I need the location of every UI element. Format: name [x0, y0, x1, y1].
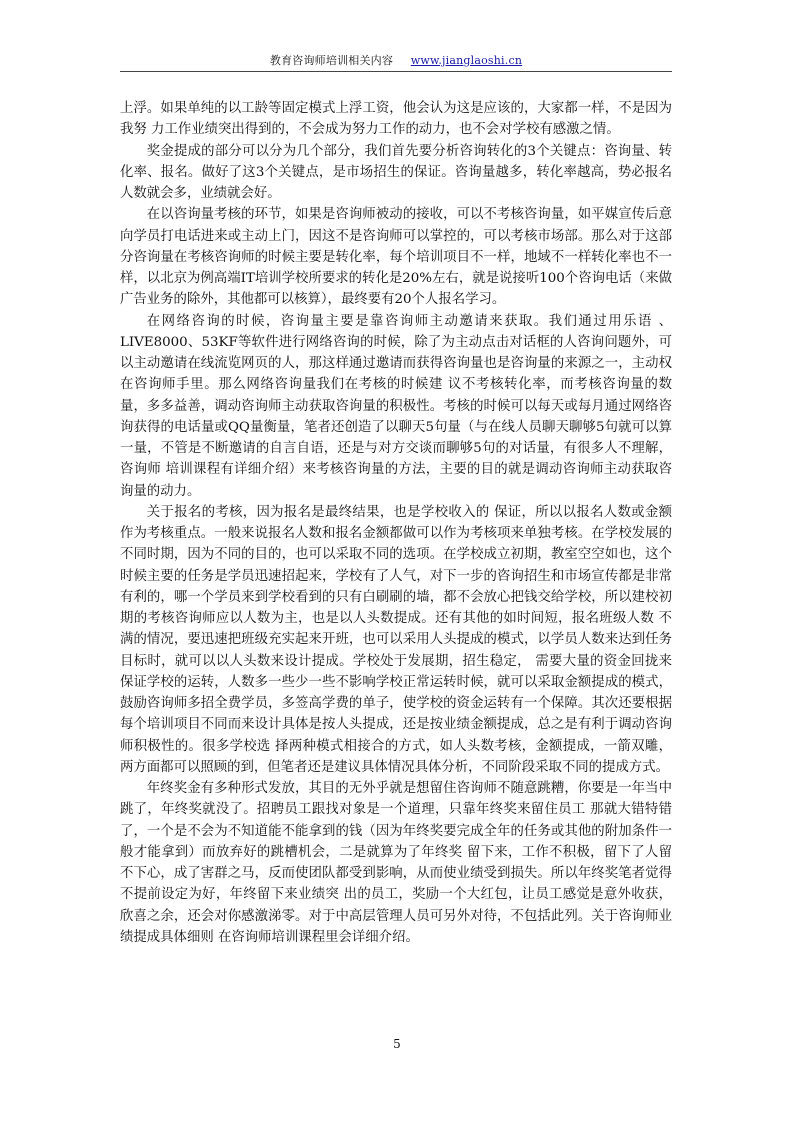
paragraph: 在网络咨询的时候，咨询量主要是靠咨询师主动邀请来获取。我们通过用乐语 、LIVE8000、53KF等软件进行网络咨询的时候，除了为主动点击对话框的人咨询问题外，可以主动邀请在线流览网页的人，那这样通过邀请而获得咨询量也是咨询量的来源之一，主动权在咨询师手里。那么网络咨询量我们在考核的时候建 议不考核转化率，而考核咨询量的数量，多多益善，调动咨询师主动获取咨询量的积极性。考核的时候可以每天或每月通过网络咨询获得的电话量或QQ量衡量，笔者还创造了以聊天5句量（与在线人员聊天聊够5句就可以算一量，不管是不断邀请的自言自语，还是与对方交谈而聊够5句的对话量，有很多人不理解，咨询师 培训课程有详细介绍）来考核咨询量的方法，主要的目的就是调动咨询师主动获取咨询量的动力。 [120, 313, 672, 499]
page-number: 5 [393, 1037, 401, 1051]
paragraph: 年终奖金有多种形式发放，其目的无外乎就是想留住咨询师不随意跳糟，你要是一年当中跳了，年终奖就没了。招聘员工跟找对象是一个道理，只靠年终奖来留住员工 那就大错特错了，一个是不会为不知道能不能拿到的钱（因为年终奖要完成全年的任务或其他的附加条件一般才能拿到）而放弃好的跳槽机会，二是就算为了年终奖 留下来，工作不积极，留下了人留不下心，成了害群之马，反而使团队都受到影响，从而使业绩受到损失。所以年终奖笔者觉得不提前设定为好，年终留下来业绩突 出的员工，奖励一个大红包，让员工感觉是意外收获，欣喜之余，还会对你感激涕零。对于中高层管理人员可另外对待，不包括此列。关于咨询师业绩提成具体细则 在咨询师培训课程里会详细介绍。 [120, 781, 672, 945]
paragraph: 奖金提成的部分可以分为几个部分，我们首先要分析咨询转化的3个关键点：咨询量、转化率、报名。做好了这3个关键点，是市场招生的保证。咨询量越多，转化率越高，势必报名人数就会多，业绩就会好。 [120, 143, 672, 201]
paragraph: 在以咨询量考核的环节，如果是咨询师被动的接收，可以不考核咨询量，如平媒宣传后意向学员打电话进来或主动上门，因这不是咨询师可以掌控的，可以考核市场部。那么对于这部分咨询量在考核咨询师的时候主要是转化率，每个培训项目不一样，地域不一样转化率也不一样，以北京为例高端IT培训学校所要求的转化是20%左右，就是说接听100个咨询电话（来做广告业务的除外，其他都可以核算），最终要有20个人报名学习。 [120, 207, 672, 308]
header-title: 教育咨询师培训相关内容 [269, 54, 394, 67]
page-header [120, 52, 672, 68]
header-divider [120, 71, 672, 72]
header-url-link[interactable]: www.jianglaoshi.cn [410, 54, 523, 67]
paragraph: 上浮。如果单纯的以工龄等固定模式上浮工资，他会认为这是应该的，大家都一样，不是因为我努 力工作业绩突出得到的，不会成为努力工作的动力，也不会对学校有感激之情。 [120, 101, 672, 138]
paragraph: 关于报名的考核，因为报名是最终结果，也是学校收入的 保证，所以以报名人数或金额作为考核重点。一般来说报名人数和报名金额都做可以作为考核项来单独考核。在学校发展的不同时期，因为不同的目的，也可以采取不同的选项。在学校成立初期，教室空空如也，这个时候主要的任务是学员迅速招起来，学校有了人气，对下一步的咨询招生和市场宣传都是非常有利的，哪一个学员来到学校看到的只有白刷刷的墙，都不会放心把钱交给学校，所以建校初期的考核咨询师应以人数为主，也是以人头数提成。还有其他的如时间短，报名班级人数 不满的情况，要迅速把班级充实起来开班，也可以采用人头提成的模式，以学员人数来达到任务目标时，就可以以人头数来设计提成。学校处于发展期，招生稳定， 需要大量的资金回拢来保证学校的运转，人数多一些少一些不影响学校正常运转时候，就可以采取金额提成的模式，鼓励咨询师多招全费学员，多签高学费的单子，使学校的资金运转有一个保障。其次还要根据每个培训项目不同而来设计具体是按人头提成，还是按业绩金额提成，总之是有利于调动咨询师积极性的。很多学校选 择两种模式相接合的方式，如人头数考核，金额提成，一箭双雕，两方面都可以照顾的到，但笔者还是建议具体情况具体分析，不同阶段采取不同的提成方式。 [120, 504, 672, 775]
document-body [120, 98, 672, 948]
